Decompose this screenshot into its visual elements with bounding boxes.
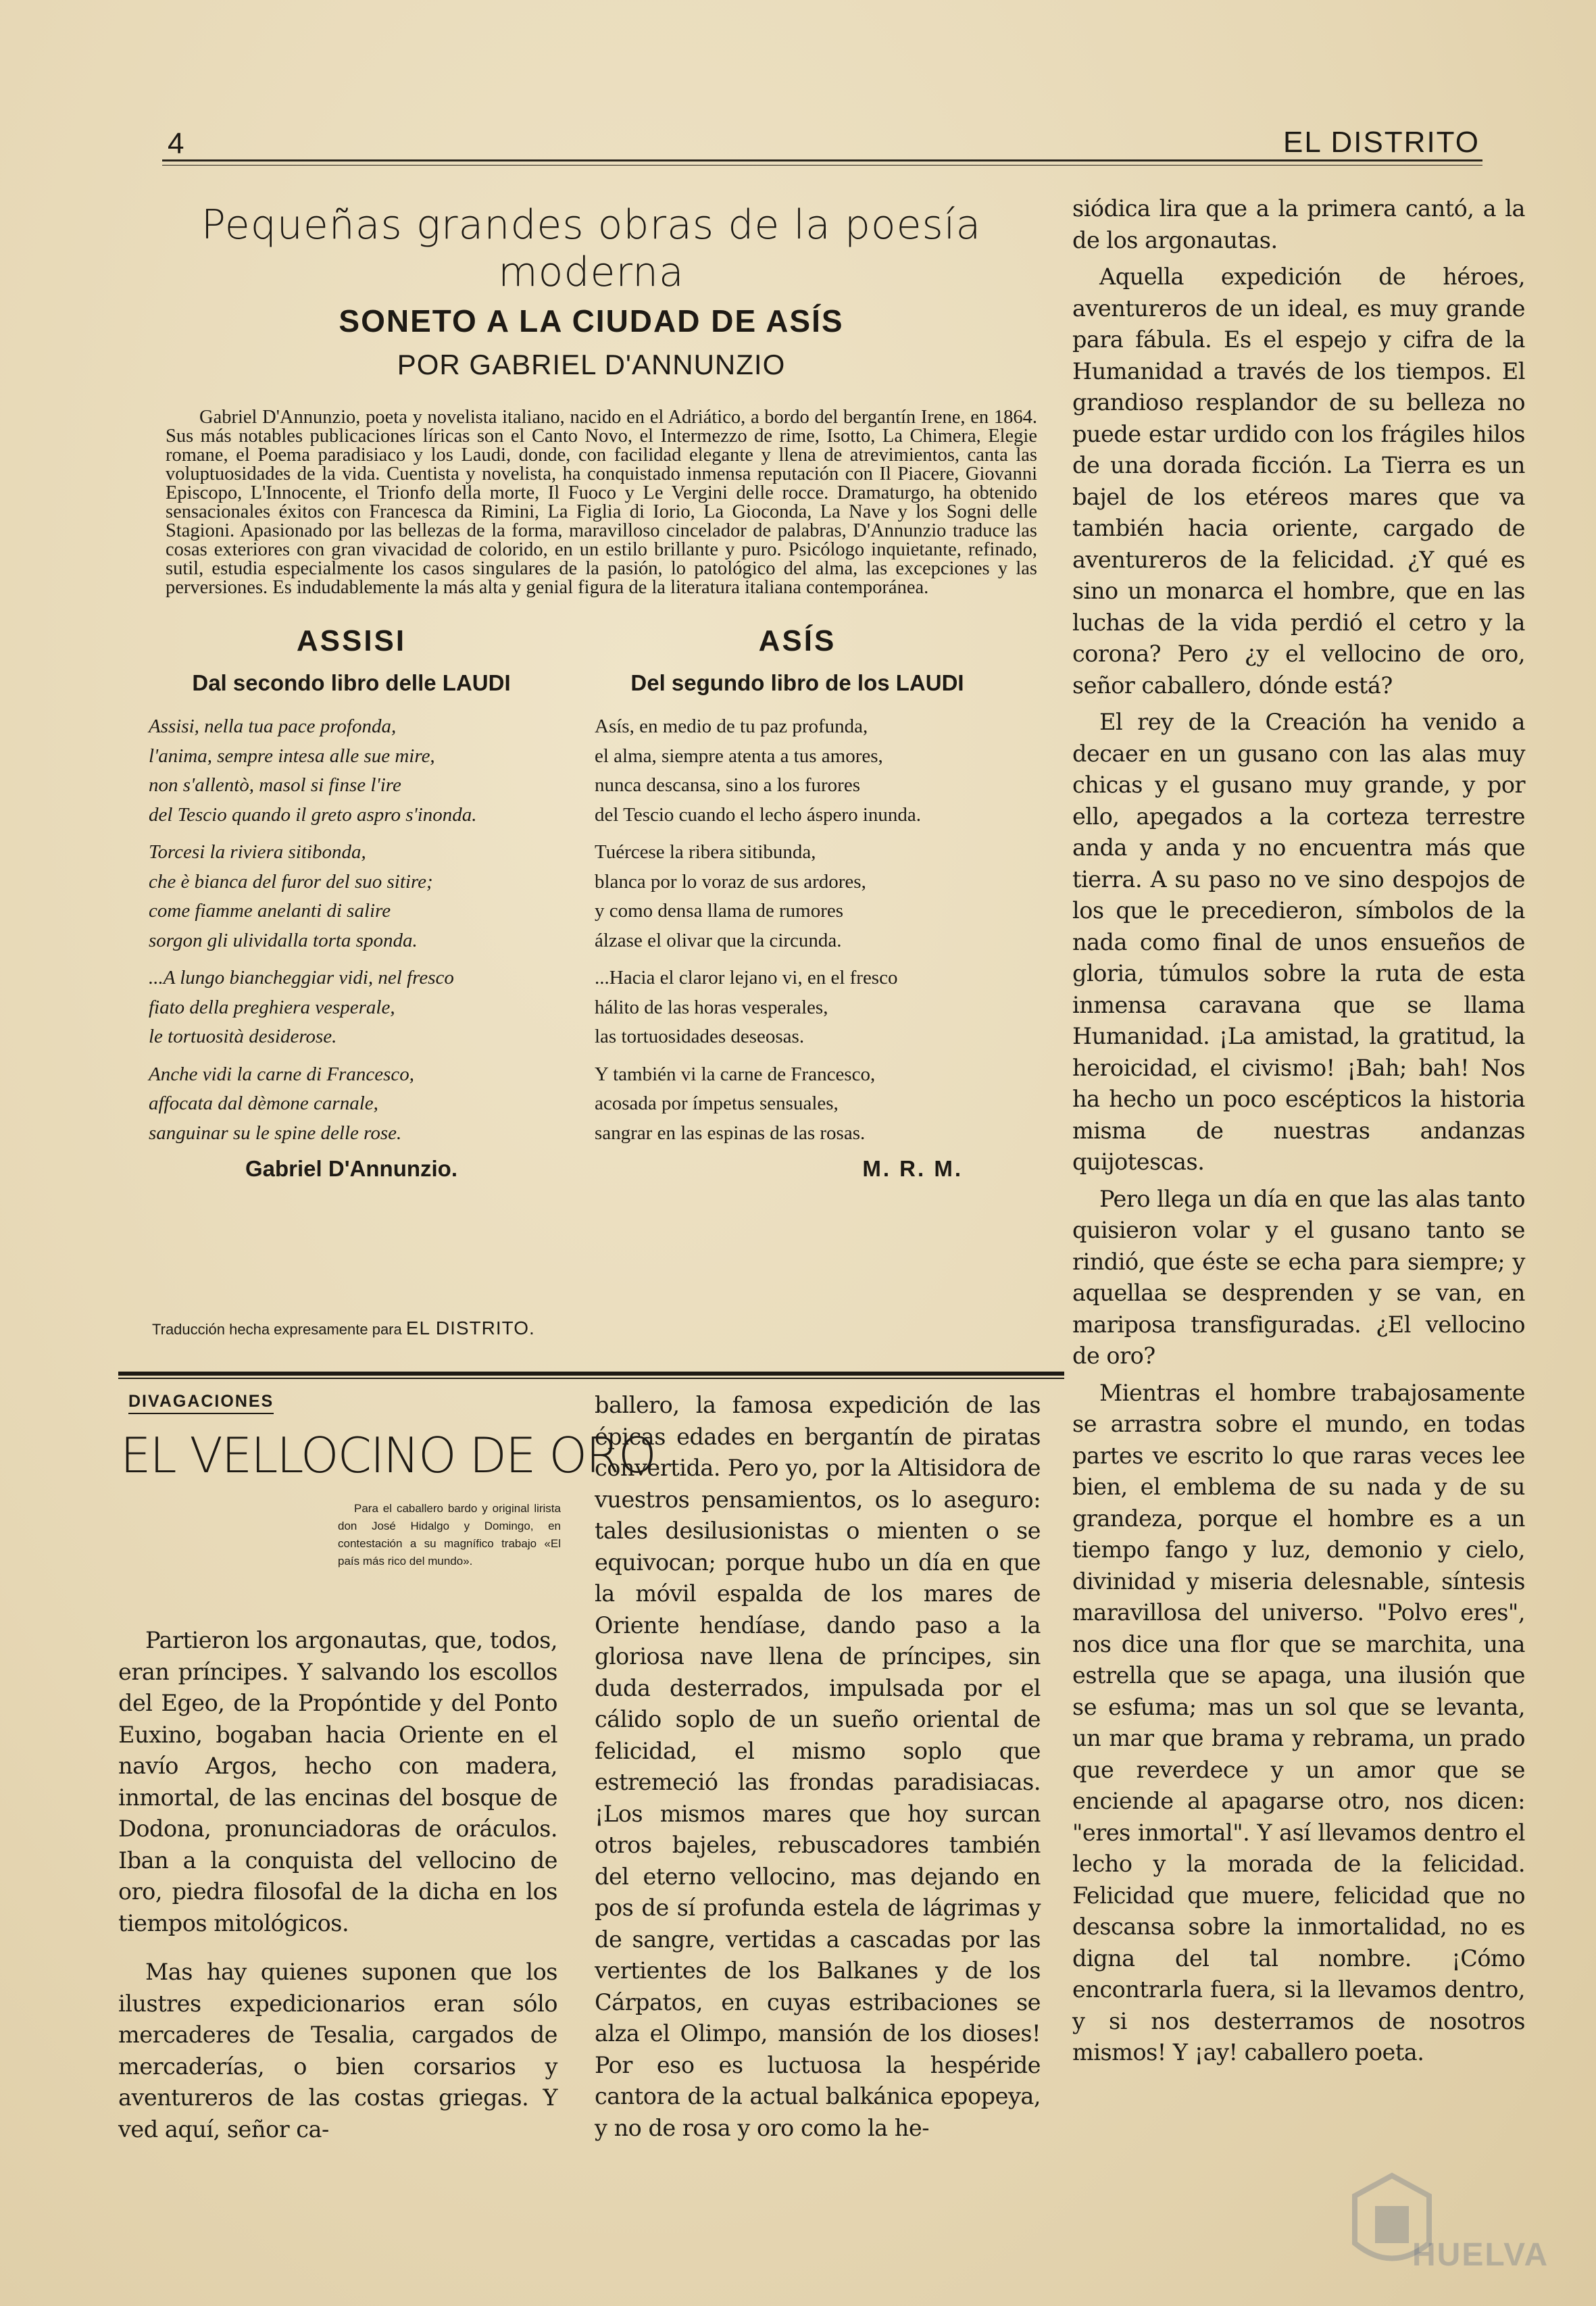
stanza: Assisi, nella tua pace profonda, l'anima, sempre intesa alle sue mire, non s'allentò, masol si finse l'ire del Tescio quando il greto aspro s'inonda. (149, 716, 477, 826)
header-rule (162, 159, 1482, 161)
header-rule-thin (162, 165, 1482, 166)
article-title: EL VELLOCINO DE ORO (120, 1427, 655, 1484)
paragraph: siódica lira que a la primera cantó, a la de los argonautas. (1072, 195, 1525, 253)
article-column-3 (1072, 193, 1525, 2074)
section-label: DIVAGACIONES (128, 1392, 274, 1414)
stanza: Tuércese la ribera sitibunda, blanca por lo voraz de sus ardores, y como densa llama de rumores álzase el olivar que la circunda. (595, 841, 866, 951)
paragraph: ballero, la famosa expedición de las épicas edades en bergantín de piratas convertida. Pero yo, por la Altisidora de vuestros pensamientos, os lo aseguro: tales desilusionistas o mienten o se equivocan; porque hubo un día en que la móvil espalda de los mares de Oriente hendíase, dando paso a la gloriosa nave llena de príncipes, sin duda desterrados, impulsada por el cálido soplo de un sueño oriental de felicidad, el mismo soplo que estremeció las frondas paradisiacas. ¡Los mismos mares que hoy surcan otros bajeles, rebuscadores también del eterno vellocino, mas dejando en pos de sí profunda estela de lágrimas y de sangre, vertidas a cascadas por las vertientes de los Balkanes y de los Cárpatos, en cuyas estribaciones se alza el Olimpo, mansión de los dioses! Por eso es luctuosa la hespéride cantora de la actual balkánica epopeya, y no de rosa y oro como la he- (595, 1392, 1041, 2141)
poems-block (118, 624, 1064, 1181)
stanza: ...A lungo biancheggiar vidi, nel fresco fiato della preghiera vesperale, le tortuosità desiderose. (149, 967, 454, 1047)
poem-spanish-subtitle: Del segundo libro de los LAUDI (630, 670, 964, 695)
sonnet-feature (118, 189, 1064, 1181)
paragraph: El rey de la Creación ha venido a decaer en un gusano con las alas muy chicas y el gusano muy grande, y por ello, apegados a la corteza terrestre anda y anda y no encuentra más que tierra. A su paso no ve sino despojos de los que le precedieron, símbolos de la nada como final de unos ensueños de gloria, túmulos sobre la ruta de esta inmensa caravana que se llama Humanidad. ¡La amistad, la gratitud, la heroicidad, el civismo! ¡Bah; bah! Nos ha hecho un poco escépticos la historia misma de nuestras andanzas quijotescas. (1072, 709, 1525, 1175)
poem-spanish-title: ASÍS (758, 624, 837, 657)
paragraph: Aquella expedición de héroes, aventureros de un ideal, es muy grande para fábula. Es el espejo y cifra de la Humanidad a través de los tiempos. El grandioso resplandor de su belleza no puede estar urdido con los frágiles hilos de una dorada ficción. La Tierra es un bajel de los etéreos mares que va también hacia oriente, cargado de aventureros de la felicidad. ¿Y qué es sino un monarca el hombre, que en las luchas de la vida perdió el cetro y la corona? Pero ¿y el vellocino de oro, señor caballero, dónde está? (1072, 264, 1525, 699)
newspaper-title: EL DISTRITO (1283, 126, 1480, 159)
translation-paper: EL DISTRITO. (405, 1318, 535, 1338)
page-number: 4 (168, 127, 184, 160)
section-divider (118, 1372, 1064, 1376)
paragraph: Partieron los argonautas, que, todos, eran príncipes. Y salvando los escollos del Egeo, de la Propóntide y del Ponto Euxino, bogaban hacia Oriente en el navío Argos, hecho con madera, inmortal, de las encinas del bosque de Dodona, pronunciadoras de oráculos. Iban a la conquista del vellocino de oro, piedra filosofal de la dicha en los tiempos mitológicos. (118, 1627, 557, 1936)
article-dedication: Para el caballero bardo y original lirista don José Hidalgo y Domingo, en contestación a su magnífico trabajo «El país más rico del mundo». (338, 1502, 561, 1568)
section-divider-thin (118, 1378, 1064, 1379)
poem-italian-signature: Gabriel D'Annunzio. (245, 1156, 457, 1181)
sonnet-title: SONETO A LA CIUDAD DE ASÍS (339, 303, 844, 339)
sonnet-byline: POR GABRIEL D'ANNUNZIO (397, 349, 786, 380)
stanza: Asís, en medio de tu paz profunda, el alma, siempre atenta a tus amores, nunca descansa, sino a los furores del Tescio cuando el lecho áspero inunda. (595, 716, 922, 826)
stanza: Anche vidi la carne di Francesco, affocata dal dèmone carnale, sanguinar su le spine delle rose. (149, 1063, 414, 1144)
poem-spanish (595, 624, 1000, 1182)
poem-italian-title: ASSISI (296, 624, 407, 657)
archive-watermark: HUELVA (1412, 2237, 1549, 2273)
author-intro: Gabriel D'Annunzio, poeta y novelista italiano, nacido en el Adriático, a bordo del bergantín Irene, en 1864. Sus más notables publicaciones líricas son el Canto Novo, el Intermezzo de rime, Isotto, La Chimera, Elegie romane, el Poema paradisiaco y los Laudi, donde, con facilidad elegante y llena de atrevimientos, canta las voluptuosidades de la vida. Cuentista y novelista, ha conquistado inmensa reputación con Il Piacere, Giovanni Episcopo, L'Innocente, el Trionfo della morte, Il Fuoco y Le Vergini delle rocce. Dramaturgo, ha obtenido sensacionales éxitos con Francesca da Rimini, La Figlia di Iorio, La Gioconda, La Nave y los Sogni delle Stagioni. Apasionado por las bellezas de la forma, maravilloso cincelador de palabras, D'Annunzio traduce las cosas exteriores con gran vivacidad de colorido, en un estilo brillante y puro. Psicólogo inquietante, refinado, sutil, estudia especialmente los casos singulares de la pasión, lo patológico del alma, las excepciones y las perversiones. Es indudablemente la más alta y genial figura de la literatura italiana contemporánea. (166, 407, 1037, 598)
article-column-1 (118, 1625, 557, 2145)
poem-spanish-signature: M. R. M. (862, 1156, 963, 1181)
stanza: ...Hacia el claror lejano vi, en el fresco hálito de las horas vesperales, las tortuosidades deseosas. (595, 967, 898, 1047)
translation-note (152, 1318, 535, 1339)
paragraph: Mas hay quienes suponen que los ilustres expedicionarios eran sólo mercaderes de Tesalia, cargados de mercaderías, o bien corsarios y aventureros de las costas griegas. Y ved aquí, señor ca- (118, 1959, 557, 2142)
poem-italian-subtitle: Dal secondo libro delle LAUDI (192, 670, 511, 695)
poem-italian (149, 624, 554, 1182)
paragraph: Pero llega un día en que las alas tanto quisieron volar y el gusano tanto se rindió, que éste se echa para siempre; y aquellaa se desprenden y se van, en mariposa transfiguradas. ¿El vellocino de oro? (1072, 1185, 1525, 1369)
article-column-2 (595, 1390, 1041, 2144)
stanza: Torcesi la riviera sitibonda, che è bianca del furor del suo sitire; come fiamme anelanti di salire sorgon gli ulividalla torta sponda. (149, 841, 433, 951)
paragraph: Mientras el hombre trabajosamente se arrastra sobre el mundo, en todas partes ve escrito lo que raras veces lee bien, el emblema de su nada y de su grandeza, porque el hombre es a un tiempo fango y luz, demonio y cielo, divinidad y miseria delesnable, síntesis maravillosa del universo. "Polvo eres", nos dice una flor que se marchita, una estrella que se apaga, una ilusión que se esfuma; mas un sol que se levanta, un mar que brama y rebrama, un prado que reverdece y un amor que se enciende al apagarse otro, nos dicen: "eres inmortal". Y así llevamos dentro el lecho y la morada de la felicidad. Felicidad que muere, felicidad que no descansa sobre la inmortalidad, no es digna del tal nombre. ¡Cómo encontrarla fuera, si la llevamos dentro, y si nos desterramos de nosotros mismos! Y ¡ay! caballero poeta. (1072, 1379, 1525, 2065)
stanza: Y también vi la carne de Francesco, acosada por ímpetus sensuales, sangrar en las espinas de las rosas. (595, 1063, 876, 1144)
series-title: Pequeñas grandes obras de la poesía moderna (201, 201, 982, 296)
translation-note-text: Traducción hecha expresamente para (152, 1321, 402, 1338)
